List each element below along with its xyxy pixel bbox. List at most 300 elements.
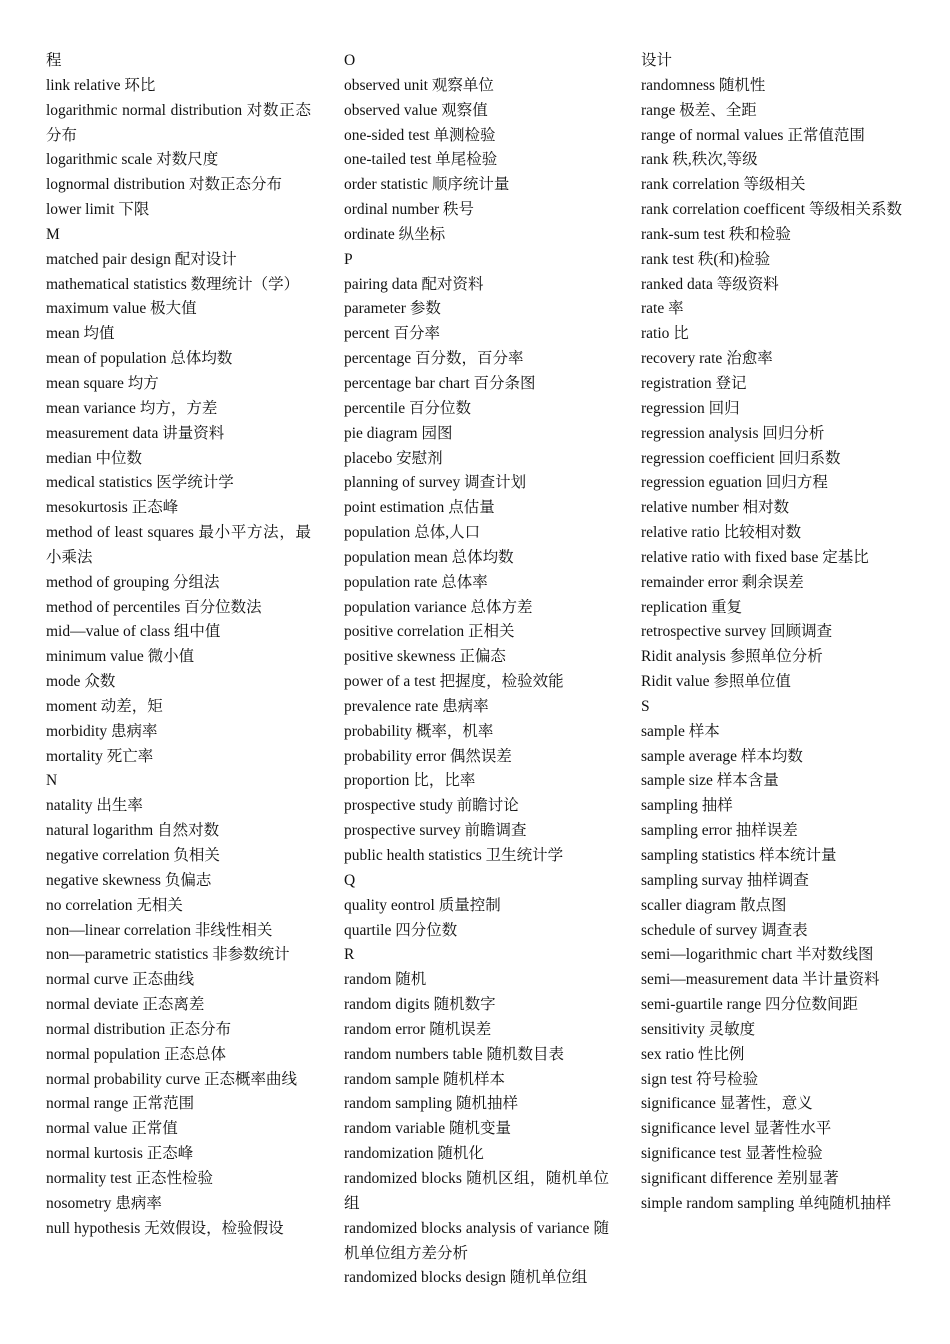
entry-translation: 随机数字: [433, 996, 496, 1014]
entry-translation: 组中值: [173, 623, 221, 641]
entry-term: semi—logarithmic chart: [641, 946, 793, 964]
entry-translation: 抽样误差: [735, 822, 798, 840]
entry-term: random sampling: [344, 1095, 453, 1113]
entry-term: randomness: [641, 76, 716, 94]
entry-translation: 单尾检验: [435, 151, 498, 169]
glossary-entry: [344, 297, 609, 322]
entry-translation: 极大值: [150, 300, 197, 318]
entry-translation: 灵敏度: [708, 1020, 756, 1038]
glossary-entry: [46, 819, 311, 844]
entry-translation: 符号检验: [696, 1070, 759, 1088]
entry-term: medical statistics: [46, 474, 153, 492]
entry-term: non—parametric statistics: [46, 946, 209, 964]
glossary-entry: [344, 968, 609, 993]
entry-term: ratio: [641, 325, 670, 343]
entry-translation: 显著性水平: [753, 1120, 832, 1138]
entry-term: mode: [46, 673, 81, 691]
entry-translation: 百分率: [393, 325, 440, 343]
entry-term: randomization: [344, 1145, 434, 1163]
glossary-entry: [641, 769, 906, 794]
entry-translation: 回归方程: [765, 474, 828, 492]
entry-term: mid—value of class: [46, 623, 170, 641]
glossary-entry: [46, 1192, 311, 1217]
entry-translation: 最小平方法，最小乘法: [46, 524, 311, 566]
entry-translation: 众数: [84, 673, 116, 691]
entry-translation: 正态离差: [142, 996, 205, 1014]
glossary-entry: [344, 74, 609, 99]
entry-term: prospective study: [344, 797, 453, 815]
glossary-entry: [344, 521, 609, 546]
entry-term: sex ratio: [641, 1045, 694, 1063]
entry-translation: 动差，矩: [100, 697, 163, 715]
glossary-entry: [641, 447, 906, 472]
glossary-entry: [641, 372, 906, 397]
glossary-entry: [641, 819, 906, 844]
entry-translation: 环比: [124, 76, 156, 94]
entry-translation: 随机样本: [443, 1070, 506, 1088]
glossary-entry: [641, 74, 906, 99]
entry-term: random sample: [344, 1070, 440, 1088]
entry-term: minimum value: [46, 648, 144, 666]
entry-term: range of normal values: [641, 126, 784, 144]
entry-term: natural logarithm: [46, 822, 154, 840]
entry-translation: 正态曲线: [132, 971, 195, 989]
glossary-entry: [344, 397, 609, 422]
entry-term: normal deviate: [46, 996, 139, 1014]
section-letter: P: [344, 250, 353, 268]
entry-term: randomized blocks analysis of variance: [344, 1219, 590, 1237]
entry-term: normal distribution: [46, 1020, 166, 1038]
glossary-entry: [344, 471, 609, 496]
glossary-entry: [344, 1068, 609, 1093]
entry-translation: 率: [668, 300, 684, 318]
glossary-entry: [344, 1167, 609, 1217]
entry-translation: 观察单位: [431, 76, 494, 94]
entry-term: sample: [641, 722, 685, 740]
entry-term: mathematical statistics: [46, 275, 187, 293]
glossary-entry: [46, 1018, 311, 1043]
entry-translation: 性比例: [697, 1045, 745, 1063]
entry-translation: 随机区组，随机单位组: [344, 1169, 609, 1212]
glossary-entry: [46, 74, 311, 99]
entry-translation: 微小值: [147, 648, 195, 666]
glossary-entry: [46, 794, 311, 819]
glossary-entry: [344, 148, 609, 173]
entry-term: schedule of survey: [641, 921, 758, 939]
entry-term: rank-sum test: [641, 225, 725, 243]
entry-translation: 半对数线图: [795, 946, 874, 964]
entry-term: lognormal distribution: [46, 176, 186, 194]
glossary-entry: [344, 571, 609, 596]
entry-term: semi-guartile range: [641, 996, 762, 1014]
glossary-entry: [344, 546, 609, 571]
entry-term: power of a test: [344, 673, 436, 691]
entry-term: positive skewness: [344, 648, 456, 666]
glossary-entry: [344, 819, 609, 844]
entry-translation: 总体率: [441, 573, 488, 591]
entry-term: semi—measurement data: [641, 971, 799, 989]
glossary-entry: [46, 297, 311, 322]
glossary-entry: [344, 1018, 609, 1043]
entry-translation: 秩号: [443, 201, 475, 219]
glossary-entry: [46, 148, 311, 173]
entry-term: ordinate: [344, 225, 395, 243]
entry-translation: 相对数: [742, 499, 790, 517]
entry-term: prevalence rate: [344, 697, 439, 715]
continued-text: 程: [46, 52, 62, 69]
glossary-entry: [641, 471, 906, 496]
glossary-entry: [641, 670, 906, 695]
entry-term: positive correlation: [344, 623, 465, 641]
entry-term: mesokurtosis: [46, 499, 128, 517]
glossary-entry: [641, 422, 906, 447]
entry-term: random variable: [344, 1120, 446, 1138]
entry-translation: 讲量资料: [162, 424, 225, 442]
entry-translation: 无相关: [136, 896, 183, 914]
entry-translation: 比较相对数: [723, 524, 802, 542]
section-letter: N: [46, 772, 58, 790]
glossary-entry: [46, 968, 311, 993]
glossary-entry: [344, 99, 609, 124]
entry-translation: 正态分布: [169, 1020, 232, 1038]
glossary-entry: [46, 943, 311, 968]
entry-translation: 秩和检验: [728, 225, 791, 243]
glossary-entry: [641, 1192, 906, 1217]
entry-term: pie diagram: [344, 424, 418, 442]
entry-term: regression: [641, 399, 705, 417]
entry-translation: 百分位数法: [184, 598, 262, 616]
glossary-entry: [46, 397, 311, 422]
glossary-entry: [641, 173, 906, 198]
glossary-entry: [641, 1142, 906, 1167]
entry-term: random error: [344, 1020, 426, 1038]
glossary-entry: [46, 1167, 311, 1192]
glossary-entry: [344, 720, 609, 745]
entry-translation: 数理统计（学）: [190, 275, 300, 293]
glossary-entry: [344, 794, 609, 819]
glossary-entry: [344, 124, 609, 149]
entry-translation: 治愈率: [726, 350, 773, 368]
entry-translation: 随机化: [437, 1145, 484, 1163]
glossary-entry: [46, 173, 311, 198]
glossary-entry: [46, 919, 311, 944]
glossary-entry: [344, 1117, 609, 1142]
glossary-entry: [344, 347, 609, 372]
entry-translation: 均方，方差: [139, 399, 218, 417]
glossary-entry: [641, 99, 906, 124]
entry-term: normal range: [46, 1095, 129, 1113]
glossary-entry: [46, 447, 311, 472]
entry-translation: 自然对数: [157, 822, 220, 840]
entry-translation: 正态概率曲线: [203, 1070, 297, 1088]
glossary-entry: [46, 1068, 311, 1093]
glossary-entry: [46, 422, 311, 447]
glossary-entry: [641, 322, 906, 347]
entry-term: sampling error: [641, 822, 732, 840]
entry-translation: 随机数目表: [486, 1045, 564, 1063]
entry-translation: 概率，机率: [415, 722, 494, 740]
glossary-entry: [344, 422, 609, 447]
glossary-entry: [344, 993, 609, 1018]
glossary-entry: [344, 1043, 609, 1068]
entry-term: mean: [46, 325, 80, 343]
entry-translation: 回顾调查: [770, 623, 833, 641]
glossary-entry: [46, 745, 311, 770]
entry-translation: 均值: [83, 325, 115, 343]
entry-translation: 半计量资料: [801, 971, 880, 989]
entry-translation: 样本含量: [716, 772, 779, 790]
glossary-entry: [46, 695, 311, 720]
entry-translation: 随机单位组方差分析: [344, 1219, 610, 1262]
glossary-entry: [344, 645, 609, 670]
glossary-entry: [46, 670, 311, 695]
entry-term: logarithmic scale: [46, 151, 153, 169]
entry-translation: 园图: [421, 424, 453, 442]
entry-term: probability: [344, 722, 413, 740]
entry-translation: 医学统计学: [156, 474, 234, 492]
section-letter: S: [641, 697, 650, 715]
entry-term: null hypothesis: [46, 1219, 141, 1237]
entry-translation: 重复: [711, 598, 743, 616]
entry-translation: 随机误差: [429, 1020, 492, 1038]
entry-translation: 负相关: [173, 847, 220, 864]
glossary-entry: [344, 1266, 609, 1291]
entry-translation: 分组法: [173, 573, 220, 591]
entry-term: sign test: [641, 1070, 693, 1088]
entry-term: matched pair design: [46, 250, 171, 268]
entry-translation: 对数正态分布: [188, 176, 282, 194]
entry-term: percentile: [344, 399, 406, 417]
entry-translation: 前瞻讨论: [456, 797, 519, 815]
entry-translation: 总体,人口: [414, 524, 481, 542]
entry-translation: 参照单位分析: [729, 648, 823, 666]
entry-term: sensitivity: [641, 1020, 705, 1038]
glossary-entry: [46, 99, 311, 149]
entry-term: median: [46, 449, 92, 467]
entry-term: probability error: [344, 747, 447, 765]
glossary-entry: [344, 198, 609, 223]
entry-term: retrospective survey: [641, 623, 767, 641]
entry-term: simple random sampling: [641, 1194, 795, 1212]
glossary-entry: [344, 273, 609, 298]
entry-term: random digits: [344, 996, 430, 1014]
entry-term: random numbers table: [344, 1045, 483, 1063]
glossary-entry: [344, 223, 609, 248]
glossary-entry: [46, 273, 311, 298]
entry-translation: 单纯随机抽样: [798, 1194, 892, 1212]
entry-term: rank: [641, 151, 669, 169]
glossary-entry: [46, 1092, 311, 1117]
glossary-entry: [344, 620, 609, 645]
entry-translation: 回归分析: [762, 424, 825, 442]
entry-translation: 中位数: [95, 449, 143, 467]
glossary-entry: [641, 223, 906, 248]
glossary-entry: [46, 248, 311, 273]
entry-term: lower limit: [46, 201, 115, 219]
entry-term: public health statistics: [344, 847, 482, 864]
entry-term: relative number: [641, 499, 739, 517]
entry-term: rank test: [641, 250, 694, 268]
entry-term: regression eguation: [641, 474, 762, 492]
entry-term: mean of population: [46, 350, 167, 368]
glossary-entry: [46, 596, 311, 621]
glossary-entry: [344, 596, 609, 621]
entry-translation: 百分位数: [408, 399, 471, 417]
entry-translation: 非线性相关: [194, 921, 273, 939]
glossary-entry: [344, 447, 609, 472]
entry-term: population rate: [344, 573, 438, 591]
entry-term: moment: [46, 697, 97, 715]
glossary-entry: [344, 670, 609, 695]
entry-term: prospective survey: [344, 822, 461, 840]
entry-term: normal curve: [46, 971, 129, 989]
glossary-entry: [641, 521, 906, 546]
glossary-entry: [46, 869, 311, 894]
glossary-entry: [344, 769, 609, 794]
glossary-entry: [344, 695, 609, 720]
glossary-column-1: [46, 49, 311, 1242]
entry-translation: 卫生统计学: [485, 847, 564, 864]
glossary-entry: [46, 471, 311, 496]
entry-translation: 等级资料: [716, 275, 779, 293]
glossary-entry: [641, 894, 906, 919]
entry-translation: 纵坐标: [398, 225, 446, 243]
glossary-entry: [46, 620, 311, 645]
glossary-entry: [46, 1117, 311, 1142]
section-letter: O: [344, 52, 356, 69]
entry-translation: 秩(和)检验: [697, 250, 771, 268]
entry-translation: 正常值范围: [787, 126, 865, 144]
entry-term: sampling: [641, 797, 698, 815]
entry-term: logarithmic normal distribution: [46, 101, 243, 119]
glossary-entry: [46, 1043, 311, 1068]
entry-term: randomized blocks design: [344, 1269, 506, 1287]
entry-term: one-sided test: [344, 126, 430, 144]
entry-term: point estimation: [344, 499, 445, 517]
entry-translation: 前瞻调查: [464, 822, 527, 840]
entry-term: sampling statistics: [641, 847, 756, 864]
glossary-entry: [641, 198, 906, 223]
glossary-entry: [46, 645, 311, 670]
entry-term: measurement data: [46, 424, 159, 442]
glossary-entry: [641, 397, 906, 422]
entry-translation: 患病率: [111, 722, 158, 740]
entry-translation: 样本均数: [740, 747, 803, 765]
entry-translation: 随机单位组: [509, 1269, 588, 1287]
glossary-entry: [46, 571, 311, 596]
section-letter: Q: [344, 871, 356, 889]
entry-term: negative skewness: [46, 871, 161, 889]
glossary-entry: [344, 844, 609, 869]
entry-term: significant difference: [641, 1169, 773, 1187]
entry-translation: 调查表: [761, 921, 808, 939]
entry-translation: 患病率: [442, 697, 489, 715]
entry-term: remainder error: [641, 573, 738, 591]
glossary-entry: [46, 720, 311, 745]
glossary-entry: [344, 919, 609, 944]
glossary-entry: [46, 844, 311, 869]
entry-term: pairing data: [344, 275, 418, 293]
glossary-entry: [641, 297, 906, 322]
entry-translation: 总体均数: [451, 548, 514, 566]
entry-term: natality: [46, 797, 93, 815]
glossary-entry: [641, 273, 906, 298]
entry-term: observed value: [344, 101, 438, 119]
entry-term: sampling survay: [641, 871, 744, 889]
entry-translation: 定基比: [822, 548, 869, 566]
entry-translation: 秩,秩次,等级: [672, 151, 758, 169]
glossary-entry: [641, 571, 906, 596]
glossary-entry: [641, 124, 906, 149]
glossary-entry: [344, 322, 609, 347]
entry-translation: 显著性，意义: [719, 1095, 813, 1113]
glossary-entry: [46, 1217, 311, 1242]
entry-term: significance test: [641, 1145, 742, 1163]
entry-term: link relative: [46, 76, 121, 94]
entry-term: ranked data: [641, 275, 713, 293]
glossary-entry: [641, 745, 906, 770]
entry-term: percent: [344, 325, 390, 343]
entry-translation: 正态总体: [163, 1045, 226, 1063]
glossary-entry: [344, 372, 609, 397]
glossary-entry: [46, 347, 311, 372]
entry-term: rate: [641, 300, 665, 318]
entry-term: negative correlation: [46, 847, 170, 864]
entry-term: significance level: [641, 1120, 750, 1138]
entry-term: randomized blocks: [344, 1169, 462, 1187]
glossary-entry: [641, 248, 906, 273]
glossary-entry: [46, 198, 311, 223]
glossary-column-2: [344, 49, 609, 1291]
glossary-entry: [46, 1142, 311, 1167]
entry-term: quality eontrol: [344, 896, 435, 914]
entry-translation: 样本: [688, 722, 720, 740]
glossary-entry: [641, 347, 906, 372]
glossary-column-3: [641, 49, 906, 1217]
entry-translation: 等级相关系数: [808, 201, 902, 219]
glossary-entry: [641, 794, 906, 819]
glossary-entry: [46, 322, 311, 347]
entry-translation: 回归: [708, 399, 740, 417]
entry-term: normal probability curve: [46, 1070, 201, 1088]
glossary-entry: [344, 1092, 609, 1117]
entry-translation: 出生率: [96, 797, 143, 815]
entry-term: normality test: [46, 1169, 132, 1187]
entry-term: nosometry: [46, 1194, 112, 1212]
entry-term: proportion: [344, 772, 410, 790]
glossary-entry: [344, 496, 609, 521]
entry-translation: 配对资料: [421, 275, 484, 293]
glossary-entry: [46, 372, 311, 397]
entry-translation: 偶然误差: [449, 747, 512, 765]
glossary-entry: [641, 1068, 906, 1093]
entry-term: ordinal number: [344, 201, 440, 219]
entry-term: regression coefficient: [641, 449, 775, 467]
entry-translation: 样本统计量: [758, 847, 837, 864]
entry-term: mean variance: [46, 399, 136, 417]
glossary-entry: [344, 745, 609, 770]
entry-translation: 百分条图: [473, 374, 536, 392]
glossary-entry: [46, 993, 311, 1018]
glossary-entry: [46, 521, 311, 571]
glossary-entry: [641, 968, 906, 993]
entry-translation: 散点图: [739, 896, 787, 914]
glossary-entry: [344, 1142, 609, 1167]
entry-translation: 回归系数: [778, 449, 841, 467]
glossary-entry: [641, 596, 906, 621]
entry-term: Ridit value: [641, 673, 710, 691]
entry-term: no correlation: [46, 896, 133, 914]
